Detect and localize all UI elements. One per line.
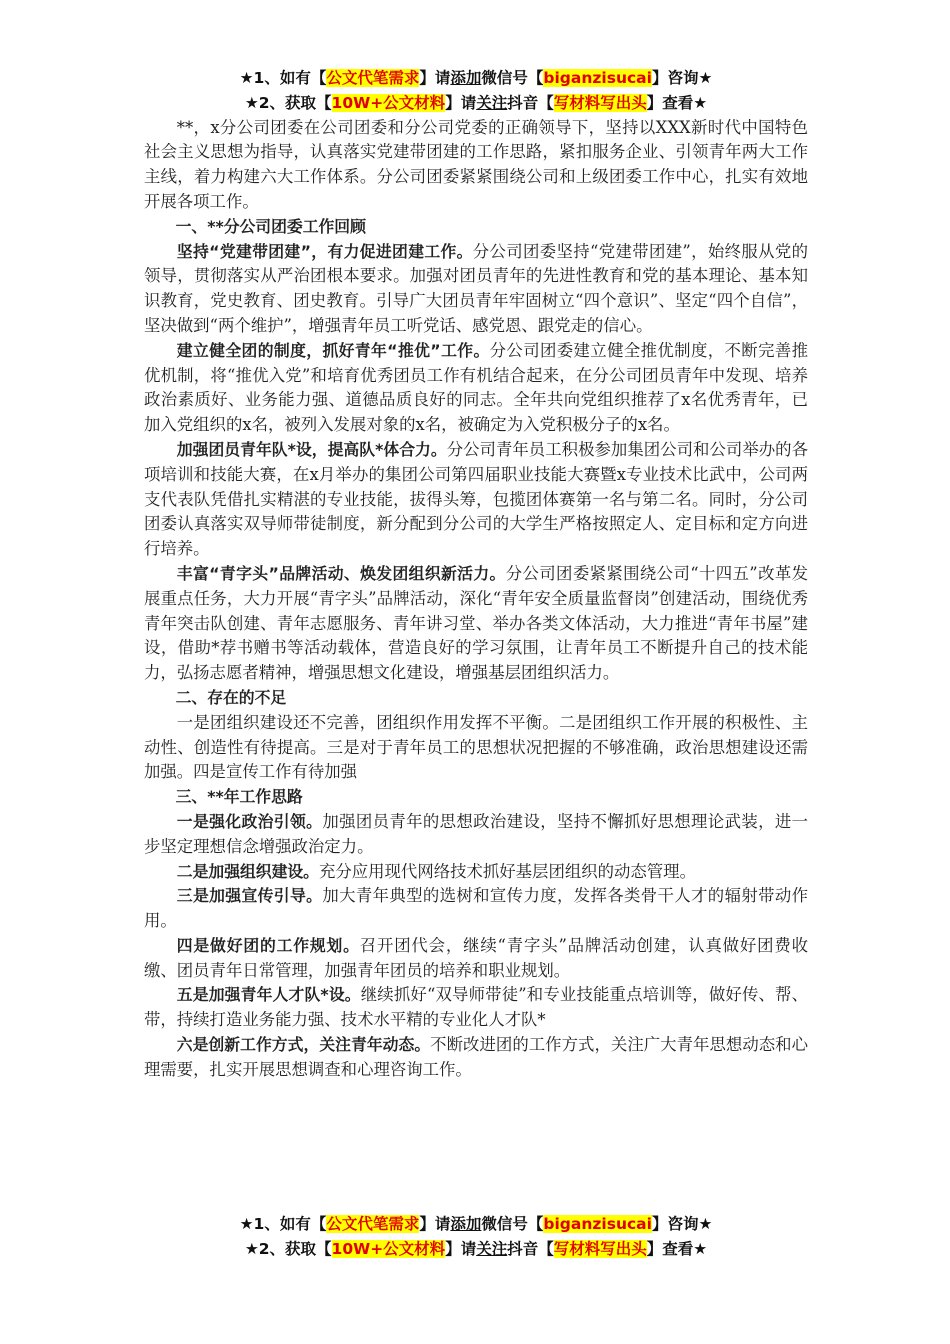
- banner-underline: 关注: [476, 1239, 508, 1258]
- plan-paragraph: [144, 860, 808, 885]
- banner-text: ★1、如有【: [239, 69, 327, 87]
- paragraph-text: 不断改进团的工作方式，关注广大青年思想动态和心理需要，扎实开展思想调查和心理咨询工作。: [144, 1035, 808, 1079]
- banner-highlight: 写材料写出头: [553, 1239, 647, 1258]
- paragraph-text: 继续抓好“双导师带徒”和专业技能重点培训等，做好传、帮、带，持续打造业务能力强、技术水平精的专业化人才队*: [144, 985, 808, 1030]
- banner-text: ★2、获取【: [244, 1239, 332, 1258]
- banner-highlight: 公文代笔需求: [326, 1215, 420, 1233]
- banner-text: 抖音【: [507, 93, 554, 112]
- banner-text: 】查看★: [646, 93, 708, 112]
- banner-highlight: 公文代笔需求: [326, 69, 420, 87]
- plan-paragraph: [144, 983, 808, 1033]
- paragraph-lead: 三是加强宣传引导。: [176, 886, 323, 906]
- intro-paragraph: **，x分公司团委在公司团委和分公司党委的正确领导下，坚持以XXX新时代中国特色社会主义思想为指导，认真落实党建带团建的工作思路，紧扣服务企业、引领青年两大工作主线，着力构建六大工作体系。分公司团委紧紧围绕公司和上级团委工作中心，扎实有效地开展各项工作。: [144, 117, 808, 211]
- paragraph-text: 加强团员青年的思想政治建设，坚持不懈抓好思想理论武装，进一步坚定理想信念增强政治定力。: [144, 811, 808, 856]
- paragraph-lead: 丰富“青字头”品牌活动、焕发团组织新活力。: [176, 563, 506, 583]
- paragraph-text: 充分应用现代网络技术抓好基层团组织的动态管理。: [318, 861, 696, 881]
- paragraph-text: 分公司团委建立健全推优制度，不断完善推优机制，将“推优入党”和培育优秀团员工作有机结合起来，在分公司团员青年中发现、培养政治素质好、业务能力强、道德品质良好的同志。全年共向党组织推荐了x名优秀青年，已加入党组织的x名，被列入发展对象的x名，被确定为入党积极分子的x名。: [144, 340, 809, 435]
- section-heading-1: 一、**分公司团委工作回顾: [175, 216, 366, 236]
- banner-text: 】咨询★: [651, 69, 713, 87]
- plan-paragraph: [144, 884, 808, 934]
- banner-text: ★1、如有【: [239, 1215, 327, 1233]
- footer-banner-line-2: [144, 1237, 808, 1262]
- paragraph-text: 分公司团委坚持“党建带团建”，始终服从党的领导，贯彻落实从严治团根本要求。加强对团员青年的先进性教育和党的基本理论、基本知识教育，党史教育、团史教育。引导广大团员青年牢固树立“四个意识”、坚定“四个自信”，坚决做到“两个维护”，增强青年员工听党话、感党恩、跟党走的信心。: [144, 241, 809, 335]
- paragraph-text: 加大青年典型的选树和宣传力度，发挥各类骨干人才的辐射带动作用。: [144, 886, 808, 931]
- banner-highlight: 10W+公文材料: [331, 93, 446, 112]
- review-paragraph: [144, 562, 808, 686]
- banner-highlight: 写材料写出头: [553, 93, 647, 112]
- banner-text: 微信号【: [481, 1215, 544, 1233]
- review-paragraph: [144, 438, 808, 562]
- banner-text: 】请: [419, 1215, 451, 1233]
- banner-text: 抖音【: [507, 1239, 554, 1258]
- banner-highlight: biganzisucai: [543, 69, 652, 87]
- banner-underline: 添加: [450, 1215, 482, 1233]
- banner-text: 】请: [445, 93, 477, 112]
- paragraph-text: 分公司团委紧紧围绕公司“十四五”改革发展重点任务，大力开展“青字头”品牌活动，深化“青年安全质量监督岗”创建活动，围绕优秀青年突击队创建、青年志愿服务、青年讲习堂、举办各类文体活动，大力推进“青年书屋”建设，借助*荐书赠书等活动载体，营造良好的学习氛围，让青年员工不断提升自己的技术能力，弘扬志愿者精神，增强思想文化建设，增强基层团组织活力。: [144, 563, 809, 683]
- paragraph-lead: 坚持“党建带团建”，有力促进团建工作。: [176, 241, 473, 261]
- plan-paragraph: [144, 1033, 808, 1083]
- banner-line-1: [144, 66, 808, 91]
- paragraph-lead: 五是加强青年人才队*设。: [176, 985, 361, 1005]
- banner-underline: 添加: [450, 69, 482, 87]
- banner-highlight: biganzisucai: [543, 1215, 652, 1233]
- review-paragraph: [144, 339, 808, 438]
- banner-text: 】咨询★: [651, 1215, 713, 1233]
- banner-text: ★2、获取【: [244, 93, 332, 112]
- paragraph-lead: 建立健全团的制度，抓好青年“推优”工作。: [176, 340, 490, 360]
- shortcomings-paragraph: 一是团组织建设还不完善，团组织作用发挥不平衡。二是团组织工作开展的积极性、主动性、创造性有待提高。三是对于青年员工的思想状况把握的不够准确，政治思想建设还需加强。四是宣传工作有待加强: [144, 712, 808, 782]
- footer-banner: [144, 1212, 808, 1262]
- banner-line-2: [144, 91, 808, 116]
- banner-text: 】请: [419, 69, 451, 87]
- banner-text: 微信号【: [481, 69, 544, 87]
- paragraph-lead: 四是做好团的工作规划。: [176, 935, 360, 955]
- plan-paragraph: [144, 934, 808, 984]
- document-body: [144, 66, 808, 1083]
- paragraph-lead: 六是创新工作方式，关注青年动态。: [176, 1035, 431, 1055]
- paragraph-lead: 二是加强组织建设。: [176, 861, 319, 881]
- paragraph-lead: 加强团员青年队*设，提高队*体合力。: [176, 439, 447, 459]
- section-heading-2: 二、存在的不足: [175, 687, 287, 707]
- plan-paragraph: [144, 810, 808, 860]
- paragraph-text: 分公司青年员工积极参加集团公司和公司举办的各项培训和技能大赛，在x月举办的集团公司第四届职业技能大赛暨x专业技术比武中，公司两支代表队凭借扎实精湛的专业技能，拔得头筹，包揽团体赛第一名与第二名。同时，分公司团委认真落实双导师带徒制度，新分配到分公司的大学生严格按照定人、定目标和定方向进行培养。: [144, 439, 808, 559]
- banner-text: 】查看★: [646, 1239, 708, 1258]
- paragraph-text: 召开团代会，继续“青字头”品牌活动创建，认真做好团费收缴、团员青年日常管理，加强青年团员的培养和职业规划。: [144, 935, 808, 980]
- banner-highlight: 10W+公文材料: [331, 1239, 446, 1258]
- review-paragraph: [144, 240, 808, 339]
- banner-text: 】请: [445, 1239, 477, 1258]
- section-heading-3: 三、**年工作思路: [175, 787, 303, 807]
- footer-banner-line-1: [144, 1212, 808, 1237]
- paragraph-lead: 一是强化政治引领。: [176, 811, 323, 831]
- banner-underline: 关注: [476, 93, 508, 112]
